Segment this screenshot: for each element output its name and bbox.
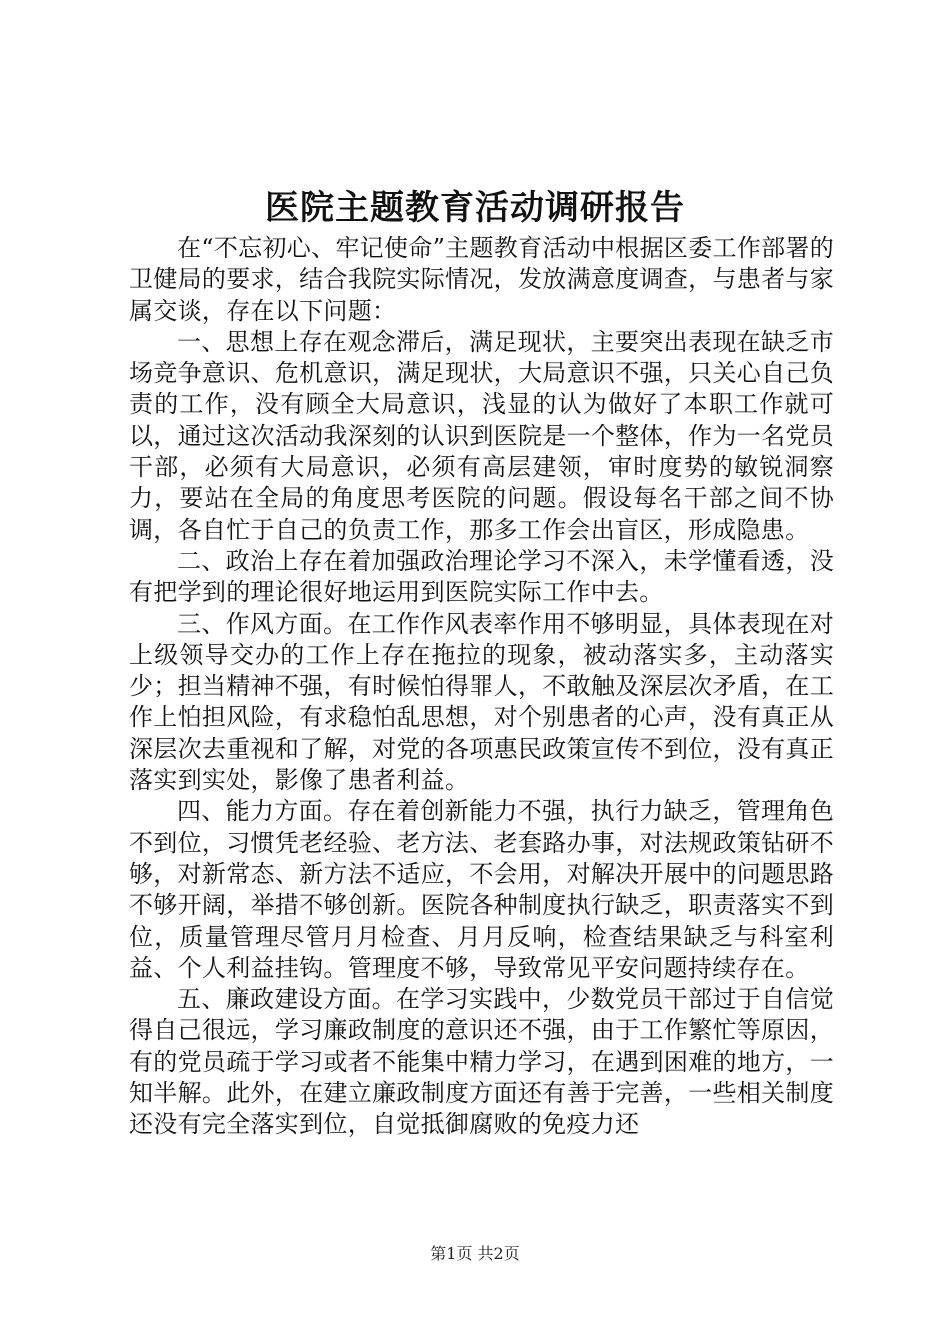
paragraph-issue-5-integrity: 五、廉政建设方面。在学习实践中，少数党员干部过于自信觉得自己很远，学习廉政制度的意识还不强，由于工作繁忙等原因，有的党员疏于学习或者不能集中精力学习，在遇到困难的地方，一知半解。此外，在建立廉政制度方面还有善于完善，一些相关制度还没有完全落实到位，自觉抵御腐败的免疫力还 xyxy=(129,985,834,1139)
paragraph-issue-2-politics: 二、政治上存在着加强政治理论学习不深入，未学懂看透，没有把学到的理论很好地运用到医院实际工作中去。 xyxy=(129,546,834,607)
document-title: 医院主题教育活动调研报告 xyxy=(265,188,685,228)
document-body xyxy=(129,233,834,1141)
paragraph-intro: 在“不忘初心、牢记使命”主题教育活动中根据区委工作部署的卫健局的要求，结合我院实际情况，发放满意度调查，与患者与家属交谈，存在以下问题： xyxy=(129,234,834,325)
paragraph-issue-4-ability: 四、能力方面。存在着创新能力不强，执行力缺乏，管理角色不到位，习惯凭老经验、老方法、老套路办事，对法规政策钻研不够，对新常态、新方法不适应，不会用，对解决开展中的问题思路不够开阔，举措不够创新。医院各种制度执行缺乏，职责落实不到位，质量管理尽管月月检查、月月反响，检查结果缺乏与科室利益、个人利益挂钩。管理度不够，导致常见平安问题持续存在。 xyxy=(129,797,834,982)
page-number-footer: 第1页 共2页 xyxy=(430,1244,520,1263)
paragraph-issue-1-thinking: 一、思想上存在观念滞后，满足现状，主要突出表现在缺乏市场竞争意识、危机意识，满足现状，大局意识不强，只关心自己负责的工作，没有顾全大局意识，浅显的认为做好了本职工作就可以，通过这次活动我深刻的认识到医院是一个整体，作为一名党员干部，必须有大局意识，必须有高层建领，审时度势的敏锐洞察力，要站在全局的角度思考医院的问题。假设每名干部之间不协调，各自忙于自己的负责工作，那多工作会出盲区，形成隐患。 xyxy=(129,327,834,544)
paragraph-issue-3-style: 三、作风方面。在工作作风表率作用不够明显，具体表现在对上级领导交办的工作上存在拖拉的现象，被动落实多，主动落实少；担当精神不强，有时候怕得罪人，不敢触及深层次矛盾，在工作上怕担风险，有求稳怕乱思想，对个别患者的心声，没有真正从深层次去重视和了解，对党的各项惠民政策宣传不到位，没有真正落实到实处，影像了患者利益。 xyxy=(129,609,834,795)
